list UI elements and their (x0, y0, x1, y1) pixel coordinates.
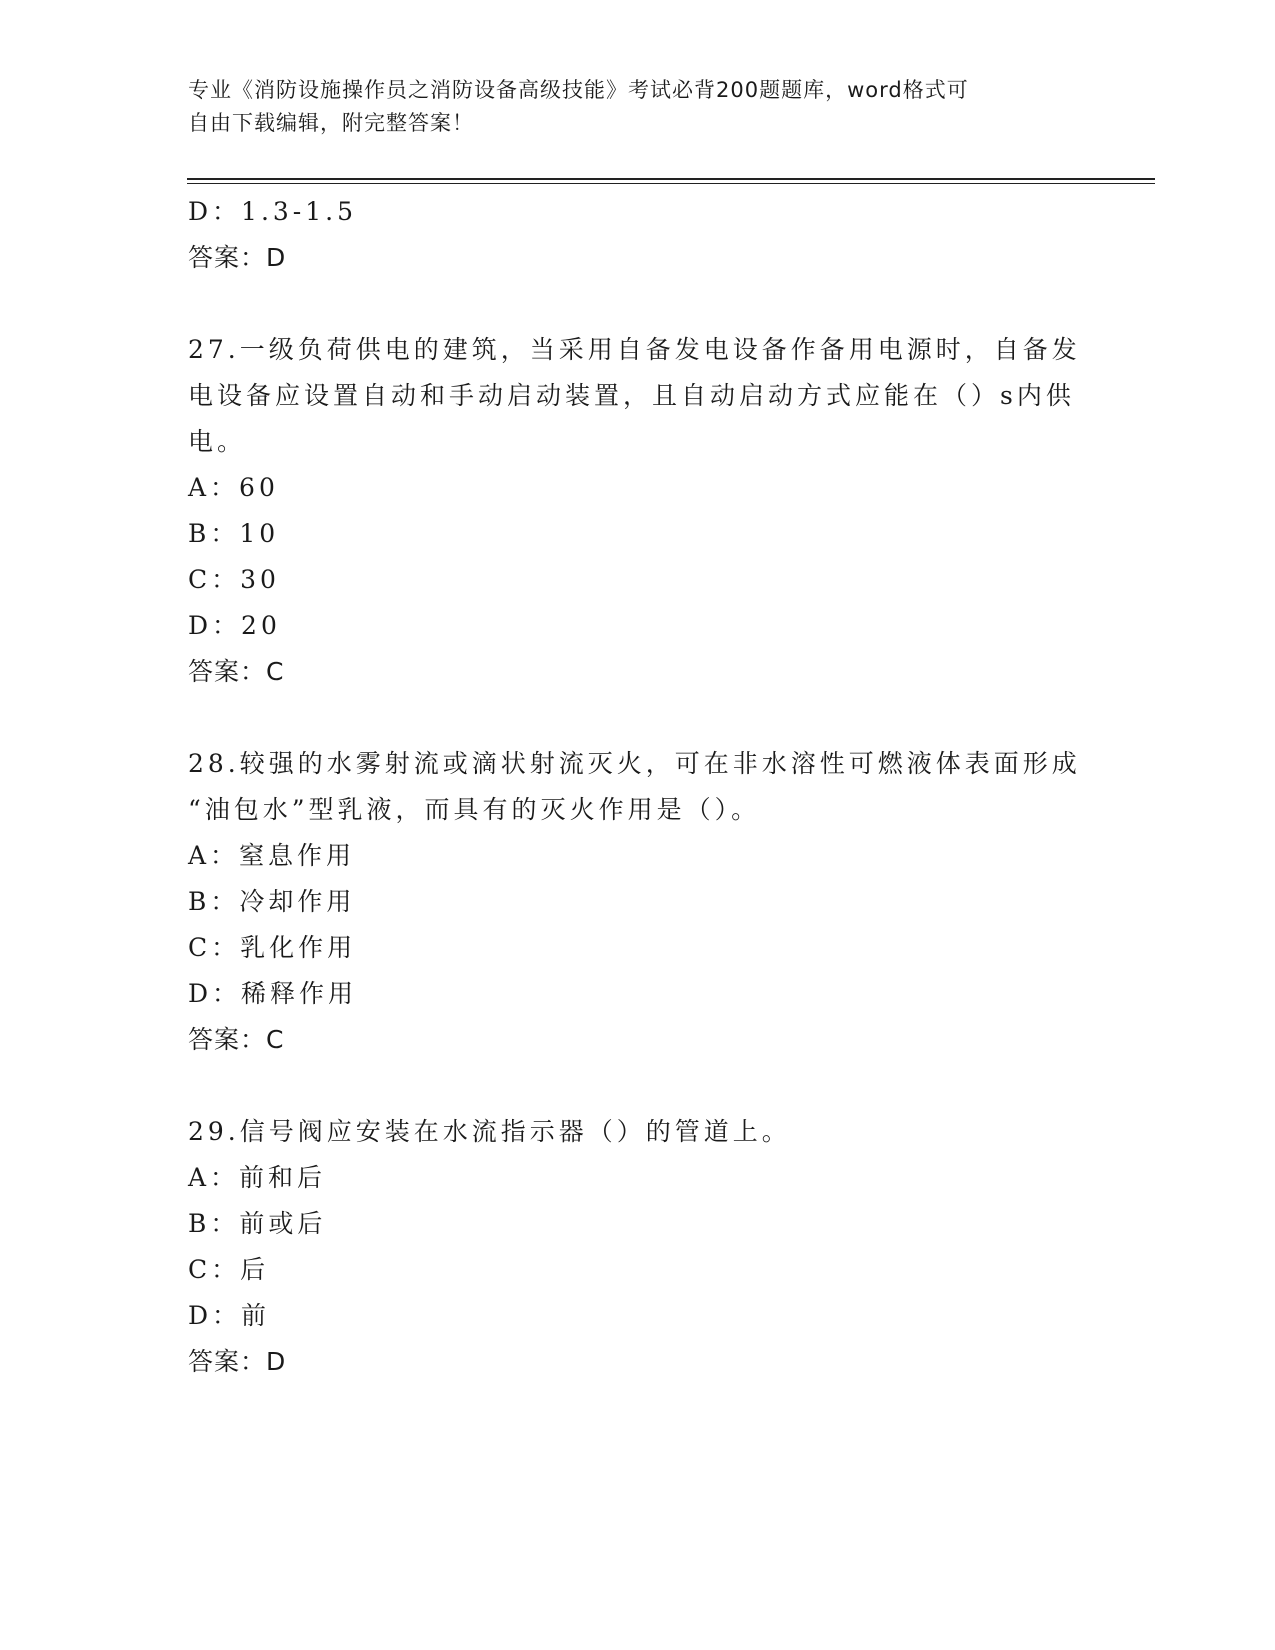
option-d: D：前 (188, 1301, 271, 1330)
option-d: D：稀释作用 (188, 979, 358, 1008)
question-27 (188, 327, 1088, 695)
question-text-line: 电设备应设置自动和手动启动装置，且自动启动方式应能在（）s内供 (188, 381, 1075, 410)
question-29 (188, 1109, 1088, 1385)
option-c: C：后 (188, 1255, 270, 1284)
option-b: B：10 (188, 519, 280, 548)
question-text-line: 电。 (188, 427, 247, 456)
option-a: A：60 (188, 473, 279, 502)
option-b: B：前或后 (188, 1209, 327, 1238)
document-header (188, 74, 1088, 140)
answer-line: 答案：D (188, 1347, 287, 1376)
header-line-1: 专业《消防设施操作员之消防设备高级技能》考试必背200题题库，word格式可 (188, 78, 969, 102)
question-text (188, 741, 1088, 833)
question-text-line: “油包水”型乳液，而具有的灭火作用是（）。 (188, 795, 761, 824)
header-line-2: 自由下载编辑，附完整答案！ (188, 111, 474, 135)
answer-line: 答案：C (188, 1025, 285, 1054)
answer-line: 答案：D (188, 243, 287, 272)
header-divider-thick (187, 178, 1155, 180)
option-c: C：30 (188, 565, 280, 594)
question-28 (188, 741, 1088, 1063)
option-a: A：前和后 (188, 1163, 327, 1192)
question-content (188, 189, 1088, 1385)
answer-line: 答案：C (188, 657, 285, 686)
question-text-line: 28.较强的水雾射流或滴状射流灭火，可在非水溶性可燃液体表面形成 (188, 749, 1081, 778)
question-text-line: 27.一级负荷供电的建筑，当采用自备发电设备作备用电源时，自备发 (188, 335, 1081, 364)
option-a: A：窒息作用 (188, 841, 356, 870)
question-text (188, 327, 1088, 465)
option-d: D：20 (188, 611, 281, 640)
option-b: B：冷却作用 (188, 887, 356, 916)
question-text (188, 1109, 1088, 1155)
option-c: C：乳化作用 (188, 933, 357, 962)
question-text-line: 29.信号阀应安装在水流指示器（）的管道上。 (188, 1117, 791, 1146)
option-d: D：1.3-1.5 (188, 197, 358, 226)
header-divider-thin (187, 183, 1155, 184)
previous-question-tail (188, 189, 1088, 281)
